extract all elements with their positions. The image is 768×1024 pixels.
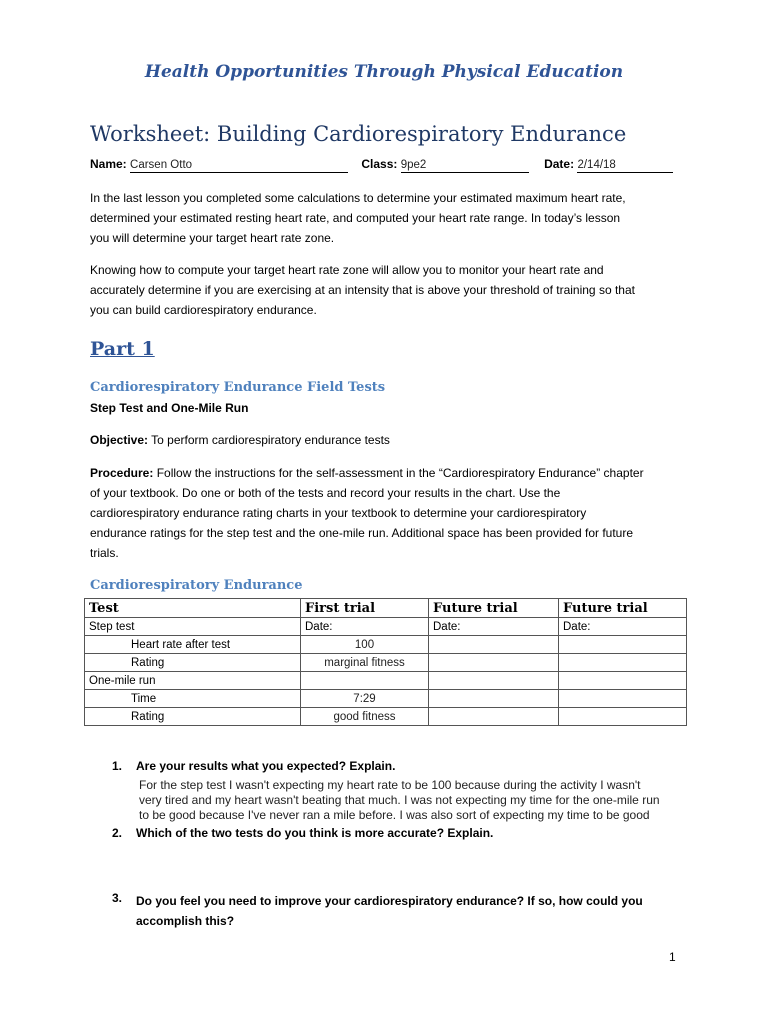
info-line	[90, 157, 673, 173]
text-line: endurance ratings for the step test and the one-mile run. Additional space has been provided for future	[90, 526, 634, 540]
date-cell[interactable]: Date:	[429, 618, 559, 636]
intro-paragraph-1	[90, 188, 626, 248]
part1-heading: Part 1	[90, 338, 155, 360]
table-row	[85, 618, 687, 636]
objective	[90, 430, 390, 450]
rating-label: Rating	[85, 708, 301, 726]
step-rating-value[interactable]: marginal fitness	[301, 654, 429, 672]
empty-cell[interactable]	[429, 708, 559, 726]
table-row	[85, 690, 687, 708]
text-line: determined your estimated resting heart rate, and computed your heart rate range. In today’s lesson	[90, 211, 621, 225]
tests-label: Step Test and One-Mile Run	[90, 401, 249, 415]
question-1-text: Are your results what you expected? Explain.	[136, 759, 396, 773]
text-line: Follow the instructions for the self-assessment in the “Cardiorespiratory Endurance” chapter	[153, 466, 644, 480]
answer-line: For the step test I wasn't expecting my heart rate to be 100 because during the activity I wasn't	[139, 778, 641, 792]
empty-cell[interactable]	[559, 708, 687, 726]
time-value[interactable]: 7:29	[301, 690, 429, 708]
table-header-row	[85, 599, 687, 618]
page-number: 1	[669, 950, 676, 964]
procedure-label: Procedure:	[90, 466, 154, 480]
mile-run-label: One-mile run	[85, 672, 301, 690]
text-line: accurately determine if you are exercising at an intensity that is above your threshold of training so that	[90, 283, 635, 297]
program-title: Health Opportunities Through Physical Education	[144, 62, 624, 82]
table-row	[85, 636, 687, 654]
empty-cell[interactable]	[559, 672, 687, 690]
text-line: Do you feel you need to improve your cardiorespiratory endurance? If so, how could you	[136, 894, 643, 908]
step-test-label: Step test	[85, 618, 301, 636]
date-label: Date:	[544, 157, 575, 171]
question-3-number: 3.	[112, 891, 123, 905]
text-line: of your textbook. Do one or both of the tests and record your results in the chart. Use the	[90, 486, 561, 500]
header-test: Test	[85, 599, 301, 618]
results-table	[84, 598, 687, 726]
text-line: you will determine your target heart rate zone.	[90, 231, 335, 245]
answer-line: very tired and my heart wasn't beating that much. I was not expecting my time for the one-mile run	[139, 793, 660, 807]
text-line: In the last lesson you completed some calculations to determine your estimated maximum heart rate,	[90, 191, 626, 205]
empty-cell[interactable]	[429, 654, 559, 672]
answer-line: to be good because I've never ran a mile before. I was also sort of expecting my time to be good	[139, 808, 650, 822]
text-line: trials.	[90, 546, 119, 560]
question-1-answer[interactable]	[139, 778, 660, 823]
empty-cell[interactable]	[559, 654, 687, 672]
question-1-number: 1.	[112, 759, 123, 773]
date-cell[interactable]: Date:	[301, 618, 429, 636]
question-2-number: 2.	[112, 826, 123, 840]
empty-cell[interactable]	[559, 636, 687, 654]
empty-cell[interactable]	[301, 672, 429, 690]
name-field[interactable]: Carsen Otto	[130, 159, 348, 173]
objective-label: Objective:	[90, 433, 149, 447]
time-label: Time	[85, 690, 301, 708]
empty-cell[interactable]	[429, 690, 559, 708]
text-line: Knowing how to compute your target heart rate zone will allow you to monitor your heart rate and	[90, 263, 604, 277]
part1-subheading: Cardiorespiratory Endurance Field Tests	[90, 380, 386, 395]
table-caption: Cardiorespiratory Endurance	[90, 578, 303, 593]
empty-cell[interactable]	[429, 636, 559, 654]
rating-label: Rating	[85, 654, 301, 672]
table-row	[85, 672, 687, 690]
table-row	[85, 654, 687, 672]
header-first-trial: First trial	[301, 599, 429, 618]
worksheet-title: Worksheet: Building Cardiorespiratory Endurance	[90, 122, 627, 146]
class-field[interactable]: 9pe2	[401, 159, 529, 173]
name-label: Name:	[90, 157, 127, 171]
table-row	[85, 708, 687, 726]
class-label: Class:	[361, 157, 398, 171]
question-2-text: Which of the two tests do you think is more accurate? Explain.	[136, 826, 494, 840]
question-3-text	[136, 891, 643, 931]
objective-text: To perform cardiorespiratory endurance tests	[148, 433, 390, 447]
header-future-trial: Future trial	[559, 599, 687, 618]
heart-rate-label: Heart rate after test	[85, 636, 301, 654]
date-field[interactable]: 2/14/18	[577, 159, 673, 173]
empty-cell[interactable]	[559, 690, 687, 708]
intro-paragraph-2	[90, 260, 635, 320]
procedure	[90, 463, 644, 563]
date-cell[interactable]: Date:	[559, 618, 687, 636]
header-future-trial: Future trial	[429, 599, 559, 618]
text-line: cardiorespiratory endurance rating charts in your textbook to determine your cardiorespiratory	[90, 506, 587, 520]
text-line: you can build cardiorespiratory endurance.	[90, 303, 317, 317]
mile-rating-value[interactable]: good fitness	[301, 708, 429, 726]
empty-cell[interactable]	[429, 672, 559, 690]
text-line: accomplish this?	[136, 914, 235, 928]
heart-rate-value[interactable]: 100	[301, 636, 429, 654]
